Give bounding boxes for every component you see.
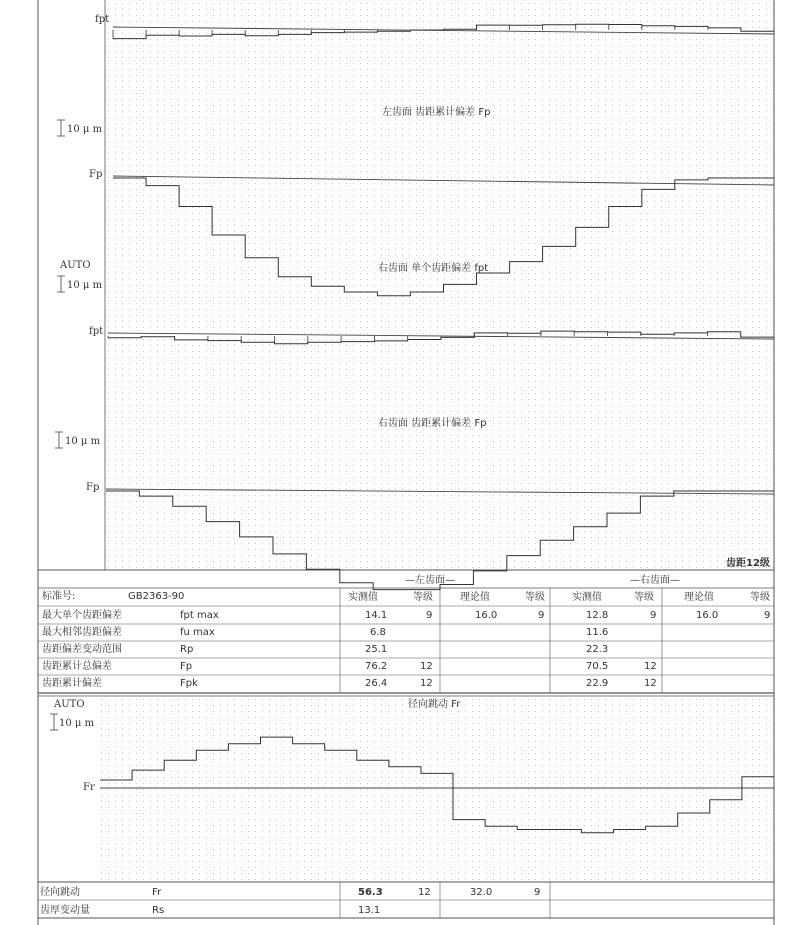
runout-title: 径向跳动 Fr xyxy=(408,699,461,710)
measured: 13.1 xyxy=(358,905,381,916)
scale-label-4: 10 μ m xyxy=(59,718,95,729)
left-theory-header: 理论值 xyxy=(460,592,490,603)
row-name: 齿厚变动量 xyxy=(40,905,90,916)
row-name: 齿距累计总偏差 xyxy=(42,661,112,672)
left-measured: 25.1 xyxy=(365,644,388,655)
table-row xyxy=(42,642,608,655)
scale-bar-3 xyxy=(55,432,101,448)
left-fp-label: Fp xyxy=(89,169,103,180)
scale-bar-4 xyxy=(50,714,95,730)
right-measured: 22.9 xyxy=(586,678,609,689)
left-tgrade-header: 等级 xyxy=(525,592,545,603)
right-tgrade-header: 等级 xyxy=(750,592,770,603)
left-theory: 16.0 xyxy=(475,610,498,621)
left-measured: 6.8 xyxy=(370,627,386,638)
right-measured: 22.3 xyxy=(586,644,609,655)
right-theory-header: 理论值 xyxy=(684,592,714,603)
table-row xyxy=(42,625,608,638)
scale-label-3: 10 μ m xyxy=(65,436,101,447)
row-symbol: Rp xyxy=(180,644,194,655)
right-measured: 12.8 xyxy=(586,610,609,621)
left-flank-heading: —左齿面— xyxy=(405,575,455,586)
row-symbol: Fp xyxy=(180,661,193,672)
table-row xyxy=(42,659,657,672)
theory-grade: 9 xyxy=(534,887,541,898)
row-symbol: Fpk xyxy=(180,678,198,689)
standard-value: GB2363-90 xyxy=(128,591,185,602)
left-theory-grade: 9 xyxy=(538,610,545,621)
right-flank-heading: —右齿面— xyxy=(630,575,680,586)
scale-label-2: 10 μ m xyxy=(67,280,103,291)
left-measured-header: 实测值 xyxy=(348,592,378,603)
scale-bar-1 xyxy=(57,120,103,136)
auto-label-1: AUTO xyxy=(60,260,91,271)
standard-label: 标准号: xyxy=(42,591,76,602)
left-grade: 12 xyxy=(420,678,433,689)
right-grade: 12 xyxy=(644,678,657,689)
right-measured: 11.6 xyxy=(586,627,609,638)
runout-auto-label: AUTO xyxy=(54,699,85,710)
right-theory-grade: 9 xyxy=(764,610,771,621)
runout-label: Fr xyxy=(83,782,95,793)
left-measured: 26.4 xyxy=(365,678,388,689)
upper-grid-area xyxy=(106,0,774,570)
right-fpt-title: 右齿面 单个齿距偏差 fpt xyxy=(378,263,489,274)
grade-label: 齿距12级 xyxy=(726,558,770,569)
right-fpt-label: fpt xyxy=(89,326,104,337)
grade: 12 xyxy=(418,887,431,898)
left-grade: 9 xyxy=(426,610,433,621)
right-fp-title: 右齿面 齿距累计偏差 Fp xyxy=(378,418,487,429)
left-fp-title: 左齿面 齿距累计偏差 Fp xyxy=(382,107,491,118)
table-row xyxy=(40,903,380,916)
right-measured-header: 实测值 xyxy=(572,592,602,603)
row-name: 最大单个齿距偏差 xyxy=(42,610,122,621)
right-grade-header: 等级 xyxy=(634,592,654,603)
right-theory: 16.0 xyxy=(696,610,719,621)
right-grade: 9 xyxy=(650,610,657,621)
right-measured: 70.5 xyxy=(586,661,609,672)
row-symbol: Rs xyxy=(152,905,165,916)
row-name: 最大相邻齿距偏差 xyxy=(42,627,122,638)
right-grade: 12 xyxy=(644,661,657,672)
scale-bar-2 xyxy=(57,276,103,292)
row-symbol: Fr xyxy=(152,887,162,898)
left-grade-header: 等级 xyxy=(413,592,433,603)
scale-label-1: 10 μ m xyxy=(67,124,103,135)
table-row xyxy=(40,885,540,898)
table-row xyxy=(42,608,770,621)
row-name: 齿距累计偏差 xyxy=(42,678,102,689)
left-fpt-label: fpt xyxy=(95,14,110,25)
row-symbol: fu max xyxy=(180,627,215,638)
measured: 56.3 xyxy=(358,887,383,898)
left-grade: 12 xyxy=(420,661,433,672)
theory: 32.0 xyxy=(470,887,493,898)
left-measured: 76.2 xyxy=(365,661,388,672)
left-measured: 14.1 xyxy=(365,610,388,621)
right-fp-label: Fp xyxy=(86,482,100,493)
row-name: 齿距偏差变动范围 xyxy=(42,644,122,655)
row-symbol: fpt max xyxy=(180,610,219,621)
table-row xyxy=(42,676,657,689)
row-name: 径向跳动 xyxy=(40,887,80,898)
